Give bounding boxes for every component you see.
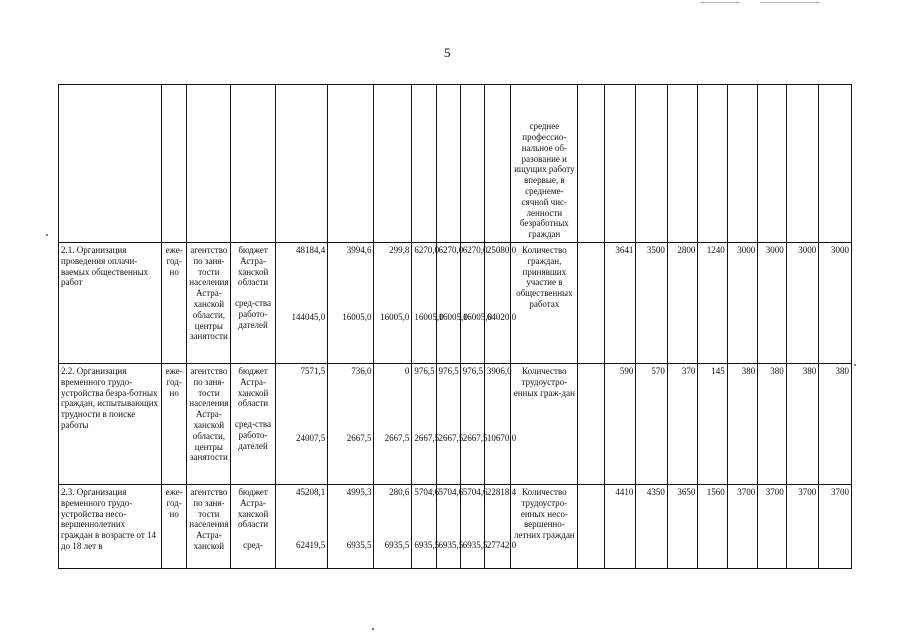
funding-value-1: 5704,6 xyxy=(438,487,464,497)
scan-artifact xyxy=(700,2,740,3)
funding-value-2: 6935,5 xyxy=(414,539,440,550)
target-value: 1240 xyxy=(698,243,727,364)
funding-year xyxy=(412,364,440,485)
target-value: 3500 xyxy=(636,243,668,364)
funding-year xyxy=(374,485,412,569)
funding-value-2: 16005,0 xyxy=(414,311,444,322)
funding-year xyxy=(460,485,488,569)
funding-value-2: 2667,5 xyxy=(414,432,440,443)
funding-source-2: сред-ства работо-дателей xyxy=(235,419,272,451)
funding-value-2: 64020,0 xyxy=(486,311,517,322)
funding-value-1: 5704,6 xyxy=(462,487,488,497)
target-value: 570 xyxy=(636,364,668,485)
funding-value-1: 22818,4 xyxy=(486,487,517,497)
funding-value-2: 62419,5 xyxy=(295,539,326,550)
header-row xyxy=(59,85,852,243)
activity-name: 2.2. Организация временного трудо-устройства безра-ботных граждан, испытывающих трудности в поиске работы xyxy=(59,364,162,485)
funding-value-1: 299,8 xyxy=(389,245,410,255)
funding-value-1: 976,5 xyxy=(414,366,435,376)
funding-year xyxy=(436,364,464,485)
target-value: 4350 xyxy=(636,485,668,569)
target-value: 3700 xyxy=(727,485,758,569)
cell-empty xyxy=(786,85,819,243)
target-value: 3700 xyxy=(786,485,819,569)
scan-dot xyxy=(372,628,374,630)
target-value: 3000 xyxy=(819,243,852,364)
funding-value-2: 2667,5 xyxy=(462,432,488,443)
funding-value-1: 7571,5 xyxy=(300,366,326,376)
target-value: 4410 xyxy=(604,485,636,569)
target-value: 1560 xyxy=(698,485,727,569)
funding-year xyxy=(436,243,468,364)
funding-value-1: 3906,0 xyxy=(486,366,512,376)
funding-value-2: 6935,5 xyxy=(346,539,372,550)
cell-empty xyxy=(460,85,484,243)
cell-empty xyxy=(374,85,412,243)
target-value: 3700 xyxy=(758,485,786,569)
funding-year xyxy=(412,243,444,364)
funding-total xyxy=(275,364,328,485)
funding-value-1: 976,5 xyxy=(438,366,459,376)
funding-value-2: 6935,5 xyxy=(462,539,488,550)
period: еже-год-но xyxy=(162,485,187,569)
funding-source-1: бюджет Астра-ханской области xyxy=(237,245,269,288)
funding-value-1: 976,5 xyxy=(462,366,483,376)
target-value: 2800 xyxy=(667,243,698,364)
cell-empty xyxy=(231,85,275,243)
target-value: 145 xyxy=(698,364,727,485)
cell-empty xyxy=(604,85,636,243)
period: еже-год-но xyxy=(162,364,187,485)
indicator: Количество граждан, принявших участие в общественных работах xyxy=(511,243,578,364)
target-value: 3641 xyxy=(604,243,636,364)
funding-year xyxy=(460,243,492,364)
target-value: 380 xyxy=(786,364,819,485)
funding-value-2: 2667,5 xyxy=(346,432,372,443)
funding-value-2: 16005,0 xyxy=(380,311,410,322)
funding-year xyxy=(436,485,464,569)
cell-empty xyxy=(578,243,604,364)
indicator: Количество трудоустро-енных несо-вершенно-летних граждан xyxy=(511,485,578,569)
indicator-continuation: среднее профессио-нальное об-разование и ищущих работу впервые, в среднеме-сячной чис-ленности безработных граждан xyxy=(511,85,578,243)
funding-year xyxy=(460,364,488,485)
table-row xyxy=(59,364,852,485)
cell-empty xyxy=(698,85,727,243)
funding-total xyxy=(275,485,328,569)
funding-value-2: 10670,0 xyxy=(486,432,517,443)
executor: агентство по заня-тости населения Астра-ханской xyxy=(187,485,231,569)
cell-empty xyxy=(819,85,852,243)
target-value: 3000 xyxy=(758,243,786,364)
funding-source-1: бюджет Астра-ханской области xyxy=(237,487,269,530)
funding-value-1: 736,0 xyxy=(351,366,372,376)
executor: агентство по заня-тости населения Астра-ханской области, центры занятости xyxy=(187,364,231,485)
funding-value-2: 24007,5 xyxy=(295,432,326,443)
funding-year xyxy=(328,485,374,569)
cell-empty xyxy=(727,85,758,243)
program-table xyxy=(58,84,852,569)
cell-empty xyxy=(758,85,786,243)
funding-value-1: 6270,0 xyxy=(462,245,488,255)
funding-value-2: 6935,5 xyxy=(384,539,410,550)
funding-value-2: 2667,5 xyxy=(384,432,410,443)
funding-value-1: 0 xyxy=(404,366,410,376)
funding-value-2: 16005,0 xyxy=(462,311,492,322)
page-number: 5 xyxy=(444,45,451,60)
scan-dot xyxy=(854,364,856,366)
target-value: 3000 xyxy=(727,243,758,364)
funding-value-1: 48184,4 xyxy=(295,245,326,255)
funding-total xyxy=(275,243,328,364)
cell-empty xyxy=(484,85,510,243)
funding-value-2: 16005,0 xyxy=(342,311,372,322)
cell-empty xyxy=(578,85,604,243)
funding-year xyxy=(412,485,440,569)
funding-year xyxy=(484,364,517,485)
target-value: 3700 xyxy=(819,485,852,569)
funding-value-1: 45208,1 xyxy=(295,487,326,497)
funding-source-1: бюджет Астра-ханской области xyxy=(237,366,269,409)
funding-year xyxy=(328,364,374,485)
funding-value-2: 16005,0 xyxy=(438,311,468,322)
funding-value-1: 280,6 xyxy=(389,487,410,497)
funding-value-2: 2667,5 xyxy=(438,432,464,443)
cell-empty xyxy=(59,85,162,243)
target-value: 3000 xyxy=(786,243,819,364)
cell-empty xyxy=(187,85,231,243)
funding-source-2: сред-ства работо-дателей xyxy=(235,298,272,330)
table-row xyxy=(59,243,852,364)
cell-empty xyxy=(578,364,604,485)
funding-value-1: 4995,3 xyxy=(346,487,372,497)
funding-year xyxy=(484,243,517,364)
funding-value-2: 144045,0 xyxy=(291,311,326,322)
funding-value-1: 5704,6 xyxy=(414,487,440,497)
cell-empty xyxy=(328,85,374,243)
activity-name: 2.3. Организация временного трудо-устройства несо-вершеннолетних граждан в возрасте от 14 до 18 лет в xyxy=(59,485,162,569)
funding-source xyxy=(231,243,275,364)
cell-empty xyxy=(436,85,460,243)
target-value: 590 xyxy=(604,364,636,485)
scan-dot xyxy=(46,234,48,236)
funding-value-1: 6270,0 xyxy=(438,245,464,255)
period: еже-год-но xyxy=(162,243,187,364)
cell-empty xyxy=(667,85,698,243)
executor: агентство по заня-тости населения Астра-ханской области, центры занятости xyxy=(187,243,231,364)
funding-source xyxy=(231,485,275,569)
cell-empty xyxy=(275,85,328,243)
target-value: 380 xyxy=(727,364,758,485)
target-value: 380 xyxy=(819,364,852,485)
cell-empty xyxy=(162,85,187,243)
cell-empty xyxy=(636,85,668,243)
funding-year xyxy=(374,243,412,364)
funding-year xyxy=(328,243,374,364)
funding-source xyxy=(231,364,275,485)
activity-name: 2.1. Организация проведения оплачи-ваемых общественных работ xyxy=(59,243,162,364)
table-row xyxy=(59,485,852,569)
funding-source-2: сред- xyxy=(243,540,264,551)
funding-year xyxy=(374,364,412,485)
cell-empty xyxy=(578,485,604,569)
target-value: 380 xyxy=(758,364,786,485)
funding-value-1: 3994,6 xyxy=(346,245,372,255)
funding-value-2: 27742,0 xyxy=(486,539,517,550)
funding-value-2: 6935,5 xyxy=(438,539,464,550)
scan-artifact xyxy=(760,2,820,3)
target-value: 370 xyxy=(667,364,698,485)
funding-value-1: 6270,0 xyxy=(414,245,440,255)
cell-empty xyxy=(412,85,436,243)
funding-value-1: 25080,0 xyxy=(486,245,517,255)
indicator: Количество трудоустро-енных граж-дан xyxy=(511,364,578,485)
funding-year xyxy=(484,485,517,569)
target-value: 3650 xyxy=(667,485,698,569)
